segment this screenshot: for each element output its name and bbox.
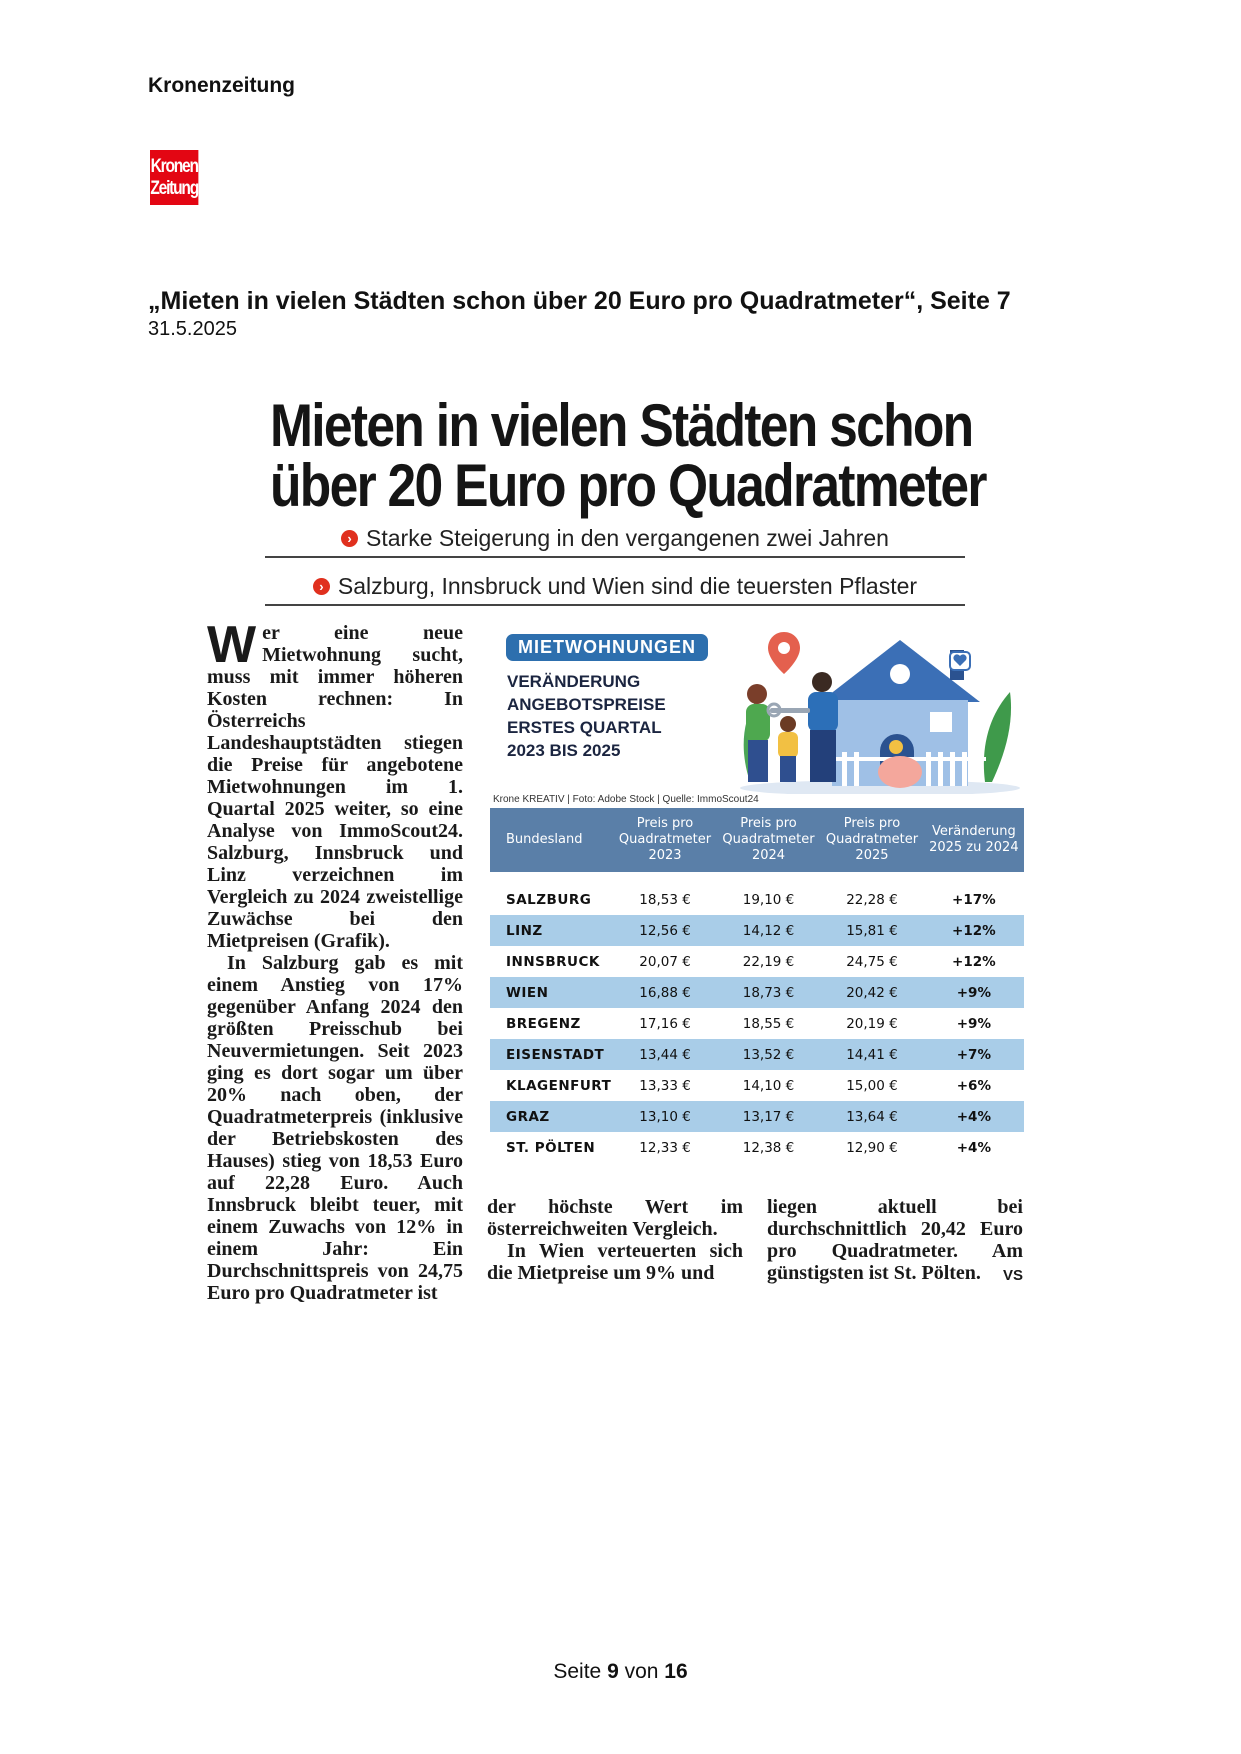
article-column-2 [487,1196,743,1284]
graphic-subtitle-line: VERÄNDERUNG [507,672,641,691]
column-header-2025: Preis pro Quadratmeter 2025 [820,808,923,872]
logo-line-2: Zeitung [150,177,199,199]
column-header-bundesland: Bundesland [490,808,613,872]
headline-line-2: über 20 Euro pro Quadratmeter [270,452,986,519]
cell-change: +9% [924,977,1024,1008]
article-paragraph [207,616,463,952]
cell-bundesland: ST. PÖLTEN [506,1139,596,1156]
graphic-subtitle-line: ERSTES QUARTAL [507,718,662,737]
graphic-subtitle-line: ANGEBOTSPREISE [507,695,666,714]
table-row [490,946,1024,977]
cell-change: +17% [952,891,996,908]
family-house-illustration [730,622,1020,794]
table-row [490,884,1024,915]
cell-bundesland: WIEN [490,977,613,1008]
cell-bundesland: EISENSTADT [490,1039,613,1070]
table-row [490,1132,1024,1163]
graphic-subtitle-line: 2023 BIS 2025 [507,741,621,760]
document-title: „Mieten in vielen Städten schon über 20 Euro pro Quadratmeter“, Seite 7 [148,287,1011,315]
cell-price-2024: 19,10 € [742,891,795,908]
cell-change: +7% [924,1039,1024,1070]
cell-price-2023: 12,56 € [613,915,716,946]
page-mid: von [624,1660,659,1683]
article-paragraph: In Salzburg gab es mit einem Anstieg von 17% gegenüber Anfang 2024 den größten Preisschub bei Neuvermietungen. Seit 2023 ging es dort sogar um über 20% nach oben, der Quadratmeterpreis (inklusive der Betriebskosten des Hauses) stieg von 18,53 Euro auf 22,28 Euro. Auch Innsbruck bleibt teuer, mit einem Zuwachs von 12% in einem Jahr: Ein Durchschnittspreis von 24,75 Euro pro Quadratmeter ist [207,952,463,1304]
author-signature: VS [1002,1267,1023,1284]
cell-price-2023: 16,88 € [613,977,716,1008]
cell-change: +4% [956,1139,991,1156]
cell-price-2023: 13,33 € [639,1077,691,1094]
kronen-zeitung-logo [150,150,198,205]
cell-price-2025: 12,90 € [846,1139,898,1156]
article-paragraph: der höchste Wert im österreichweiten Vergleich. [487,1196,743,1240]
page-number [0,1660,1241,1684]
cell-price-2023: 12,33 € [639,1139,691,1156]
cell-price-2025: 24,75 € [846,953,898,970]
cell-price-2023: 18,53 € [639,891,691,908]
cell-bundesland: SALZBURG [506,891,592,908]
article-paragraph [767,1196,1023,1284]
cell-bundesland: KLAGENFURT [506,1077,612,1094]
table-row [490,915,1024,946]
headline-line-1: Mieten in vielen Städten schon [270,392,973,459]
cell-price-2025: 14,41 € [820,1039,923,1070]
table-header-row [490,808,1024,872]
cell-change: +6% [956,1077,991,1094]
cell-change: +9% [956,1015,991,1032]
cell-bundesland: INNSBRUCK [506,953,600,970]
article-column-3 [767,1196,1023,1287]
cell-price-2025: 22,28 € [846,891,898,908]
subheadline-2 [265,568,965,606]
cell-change: +12% [952,953,996,970]
paragraph-text: er eine neue Mietwohnung sucht, muss mit immer höheren Kosten rechnen: In Österreichs Landeshauptstädten stiegen die Preise für angebotene Mietwohnungen im 1. Quartal 2025 weiter, so eine Analyse von ImmoScout24. Salzburg, Innsbruck und Linz verzeichnen im Vergleich zu 2024 zweistellige Zuwächse bei den Mietpreisen (Grafik). [207,622,463,952]
bullet-arrow-icon: › [341,530,358,547]
document-date: 31.5.2025 [148,318,237,340]
cell-price-2024: 18,55 € [742,1015,795,1032]
cell-price-2024: 22,19 € [742,953,795,970]
cell-bundesland: GRAZ [490,1101,613,1132]
article-column-1 [207,616,463,1304]
cell-price-2025: 15,81 € [820,915,923,946]
page-current: 9 [607,1660,619,1683]
bullet-arrow-icon: › [313,578,330,595]
logo-line-1: Kronen [150,155,198,177]
cell-price-2025: 13,64 € [820,1101,923,1132]
cell-bundesland: LINZ [490,915,613,946]
column-header-change: Veränderung 2025 zu 2024 [924,808,1024,872]
cell-price-2023: 13,10 € [613,1101,716,1132]
cell-price-2024: 14,10 € [742,1077,795,1094]
cell-price-2025: 15,00 € [846,1077,898,1094]
column-header-2024: Preis pro Quadratmeter 2024 [717,808,820,872]
cell-price-2024: 12,38 € [742,1139,795,1156]
cell-price-2023: 17,16 € [639,1015,691,1032]
paragraph-text: liegen aktuell bei durchschnittlich 20,42 Euro pro Quadratmeter. Am günstigsten ist St. Pölten. [767,1196,1023,1284]
page-prefix: Seite [553,1660,602,1683]
table-row [490,977,1024,1008]
graphic-credit: Krone KREATIV | Foto: Adobe Stock | Quelle: ImmoScout24 [493,794,759,805]
table-row [490,1008,1024,1039]
cell-change: +4% [924,1101,1024,1132]
publication-name: Kronenzeitung [148,74,295,97]
graphic-badge: MIETWOHNUNGEN [506,634,708,661]
table-row [490,1101,1024,1132]
cell-price-2024: 13,52 € [717,1039,820,1070]
article-paragraph: In Wien verteuerten sich die Mietpreise um 9% und [487,1240,743,1284]
cell-price-2023: 13,44 € [613,1039,716,1070]
cell-price-2023: 20,07 € [639,953,691,970]
cell-bundesland: BREGENZ [506,1015,581,1032]
cell-price-2025: 20,19 € [846,1015,898,1032]
rent-price-table [490,808,1024,1163]
table-row [490,1070,1024,1101]
subheadline-1 [265,520,965,558]
article-headline [270,392,986,519]
subheadline-text: Salzburg, Innsbruck und Wien sind die teuersten Pflaster [337,572,918,599]
subheadline-text: Starke Steigerung in den vergangenen zwei Jahren [366,524,889,551]
cell-price-2025: 20,42 € [820,977,923,1008]
drop-cap: W [207,616,257,674]
column-header-2023: Preis pro Quadratmeter 2023 [613,808,716,872]
cell-price-2024: 13,17 € [717,1101,820,1132]
infographic-header [490,622,1022,802]
cell-price-2024: 18,73 € [717,977,820,1008]
cell-change: +12% [924,915,1024,946]
cell-price-2024: 14,12 € [717,915,820,946]
graphic-subtitle [507,670,666,762]
page-total: 16 [664,1660,688,1683]
table-row [490,1039,1024,1070]
